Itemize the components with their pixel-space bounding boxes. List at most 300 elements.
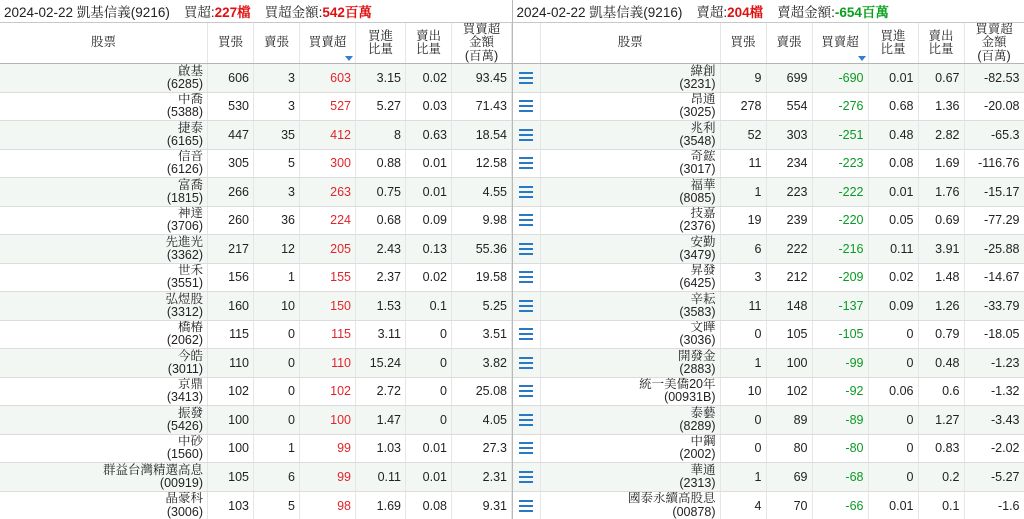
buy-lots: 19 [720, 206, 766, 235]
buy-ratio: 2.37 [356, 263, 406, 292]
stock-name-cell[interactable]: 振發 (5426) [0, 406, 208, 435]
buy-ratio: 15.24 [356, 349, 406, 378]
buy-lots: 160 [208, 292, 254, 321]
table-row[interactable] [0, 64, 512, 93]
table-row[interactable] [513, 320, 1024, 349]
net-amount: 25.08 [452, 377, 512, 406]
buy-ratio: 3.11 [356, 320, 406, 349]
buy-lots: 11 [720, 149, 766, 178]
col-net[interactable]: 買賣超 [812, 23, 868, 64]
col-buy-ratio[interactable]: 買進比量 [868, 23, 918, 64]
sell-ratio: 1.69 [918, 149, 964, 178]
net-amount: 3.82 [452, 349, 512, 378]
col-sell-lots[interactable]: 賣張 [254, 23, 300, 64]
list-icon[interactable] [519, 100, 533, 112]
buy-ratio: 1.47 [356, 406, 406, 435]
buy-lots: 110 [208, 349, 254, 378]
sell-lots: 0 [254, 349, 300, 378]
sell-ratio: 0.83 [918, 434, 964, 463]
buy-ratio: 0.11 [868, 235, 918, 264]
table-row[interactable] [513, 377, 1024, 406]
buy-lots: 9 [720, 64, 766, 93]
buy-table [0, 23, 512, 519]
net-amount: 71.43 [452, 92, 512, 121]
buy-lots: 260 [208, 206, 254, 235]
net-lots: 150 [300, 292, 356, 321]
buy-lots: 105 [208, 463, 254, 492]
stock-name-cell[interactable]: 福華 (8085) [541, 178, 721, 207]
list-icon[interactable] [519, 471, 533, 483]
sell-ratio: 0.02 [406, 263, 452, 292]
buy-lots: 1 [720, 178, 766, 207]
stock-name-cell[interactable]: 晶豪科 (3006) [0, 491, 208, 519]
buy-lots: 278 [720, 92, 766, 121]
sell-amount-label: 賣超金額: [777, 5, 835, 20]
col-buy-lots[interactable]: 買張 [208, 23, 254, 64]
sell-lots: 80 [766, 434, 812, 463]
table-row[interactable] [0, 178, 512, 207]
buy-lots: 217 [208, 235, 254, 264]
stock-name-cell[interactable]: 中喬 (5388) [0, 92, 208, 121]
sell-ratio: 1.48 [918, 263, 964, 292]
table-row[interactable] [513, 92, 1024, 121]
sell-ratio: 1.36 [918, 92, 964, 121]
stock-name-cell[interactable]: 弘煜股 (3312) [0, 292, 208, 321]
sell-lots: 1 [254, 263, 300, 292]
sell-amount-value: -654百萬 [834, 5, 889, 20]
buy-lots: 305 [208, 149, 254, 178]
col-net[interactable]: 買賣超 [300, 23, 356, 64]
sell-ratio: 0.08 [406, 491, 452, 519]
buy-ratio: 0 [868, 320, 918, 349]
net-lots: 99 [300, 434, 356, 463]
buy-lots: 156 [208, 263, 254, 292]
sell-ratio: 0.01 [406, 149, 452, 178]
sell-lots: 5 [254, 149, 300, 178]
sell-ratio: 0 [406, 377, 452, 406]
buy-count-value: 227檔 [214, 5, 251, 20]
buy-ratio: 0.01 [868, 491, 918, 519]
net-amount: 5.25 [452, 292, 512, 321]
table-row[interactable] [0, 92, 512, 121]
stock-name-cell[interactable]: 群益台灣精選高息 (00919) [0, 463, 208, 492]
sell-ratio: 0.13 [406, 235, 452, 264]
buy-lots: 100 [208, 406, 254, 435]
net-lots: -276 [812, 92, 868, 121]
sell-lots: 3 [254, 178, 300, 207]
stock-name-cell[interactable]: 中鋼 (2002) [541, 434, 721, 463]
stock-name-cell[interactable]: 緯創 (3231) [541, 64, 721, 93]
net-lots: 110 [300, 349, 356, 378]
buy-ratio: 1.03 [356, 434, 406, 463]
net-amount: 19.58 [452, 263, 512, 292]
sell-lots: 102 [766, 377, 812, 406]
net-lots: 155 [300, 263, 356, 292]
buy-ratio: 1.53 [356, 292, 406, 321]
net-amount: -25.88 [964, 235, 1024, 264]
stock-name-cell[interactable]: 橋椿 (2062) [0, 320, 208, 349]
list-icon[interactable] [519, 414, 533, 426]
buy-ratio: 0.08 [868, 149, 918, 178]
net-amount: -14.67 [964, 263, 1024, 292]
stock-name-cell[interactable]: 信音 (6126) [0, 149, 208, 178]
col-buy-ratio[interactable]: 買進比量 [356, 23, 406, 64]
buy-ratio: 0 [868, 406, 918, 435]
stock-name-cell[interactable]: 中砂 (1560) [0, 434, 208, 463]
buy-lots: 115 [208, 320, 254, 349]
row-menu-cell[interactable] [513, 64, 541, 93]
col-sell-lots[interactable]: 賣張 [766, 23, 812, 64]
table-row[interactable] [513, 406, 1024, 435]
sell-ratio: 0 [406, 349, 452, 378]
row-menu-cell[interactable] [513, 491, 541, 519]
table-row[interactable] [0, 235, 512, 264]
sell-lots: 239 [766, 206, 812, 235]
stock-name-cell[interactable]: 辛耘 (3583) [541, 292, 721, 321]
stock-name-cell[interactable]: 文曄 (3036) [541, 320, 721, 349]
sell-table [513, 23, 1024, 519]
list-icon[interactable] [519, 243, 533, 255]
col-stock[interactable]: 股票 [0, 23, 208, 64]
buy-lots: 447 [208, 121, 254, 150]
row-menu-cell[interactable] [513, 349, 541, 378]
stock-name-cell[interactable]: 統一美僑20年 (00931B) [541, 377, 721, 406]
net-amount: -1.23 [964, 349, 1024, 378]
net-amount: -3.43 [964, 406, 1024, 435]
sell-ratio: 0.48 [918, 349, 964, 378]
net-amount: -33.79 [964, 292, 1024, 321]
net-lots: -80 [812, 434, 868, 463]
list-icon[interactable] [519, 186, 533, 198]
row-menu-cell[interactable] [513, 263, 541, 292]
net-lots: 98 [300, 491, 356, 519]
buy-lots: 52 [720, 121, 766, 150]
buy-lots: 103 [208, 491, 254, 519]
sell-ratio: 1.27 [918, 406, 964, 435]
sell-lots: 234 [766, 149, 812, 178]
list-icon[interactable] [519, 300, 533, 312]
net-amount: -5.27 [964, 463, 1024, 492]
net-lots: -92 [812, 377, 868, 406]
row-menu-cell[interactable] [513, 406, 541, 435]
sell-ratio: 0.63 [406, 121, 452, 150]
table-row[interactable] [513, 121, 1024, 150]
list-icon[interactable] [519, 500, 533, 512]
sell-ratio: 0.01 [406, 463, 452, 492]
sell-lots: 223 [766, 178, 812, 207]
net-lots: -99 [812, 349, 868, 378]
sell-ratio: 0.01 [406, 178, 452, 207]
buy-lots: 102 [208, 377, 254, 406]
net-lots: 527 [300, 92, 356, 121]
stock-name-cell[interactable]: 今皓 (3011) [0, 349, 208, 378]
table-row[interactable] [0, 377, 512, 406]
buy-ratio: 0.09 [868, 292, 918, 321]
net-lots: 205 [300, 235, 356, 264]
buy-panel-header [0, 0, 512, 23]
row-menu-cell[interactable] [513, 121, 541, 150]
list-icon[interactable] [519, 328, 533, 340]
buy-lots: 266 [208, 178, 254, 207]
buy-ratio: 0.68 [868, 92, 918, 121]
table-row[interactable] [0, 320, 512, 349]
net-amount: -65.3 [964, 121, 1024, 150]
table-row[interactable] [513, 491, 1024, 519]
net-amount: 4.55 [452, 178, 512, 207]
sell-lots: 89 [766, 406, 812, 435]
net-lots: 224 [300, 206, 356, 235]
buy-lots: 10 [720, 377, 766, 406]
sell-ratio: 0.03 [406, 92, 452, 121]
buy-ratio: 8 [356, 121, 406, 150]
col-buy-lots[interactable]: 買張 [720, 23, 766, 64]
stock-name-cell[interactable]: 先進光 (3362) [0, 235, 208, 264]
sell-ratio: 0.09 [406, 206, 452, 235]
row-menu-cell[interactable] [513, 463, 541, 492]
row-menu-cell[interactable] [513, 178, 541, 207]
buy-ratio: 0 [868, 349, 918, 378]
net-amount: 12.58 [452, 149, 512, 178]
net-lots: -223 [812, 149, 868, 178]
net-amount: 2.31 [452, 463, 512, 492]
table-row[interactable] [0, 406, 512, 435]
net-lots: -209 [812, 263, 868, 292]
net-lots: -690 [812, 64, 868, 93]
sell-lots: 212 [766, 263, 812, 292]
sell-lots: 35 [254, 121, 300, 150]
buy-lots: 0 [720, 406, 766, 435]
net-amount: 93.45 [452, 64, 512, 93]
sell-header-date: 2024-02-22 凱基信義(9216) [516, 5, 683, 20]
stock-name-cell[interactable]: 奇鋐 (3017) [541, 149, 721, 178]
buy-ratio: 0.48 [868, 121, 918, 150]
sort-desc-icon [858, 56, 866, 61]
table-row[interactable] [0, 263, 512, 292]
buy-ratio: 2.43 [356, 235, 406, 264]
buy-ratio: 0.05 [868, 206, 918, 235]
sell-lots: 3 [254, 64, 300, 93]
stock-name-cell[interactable]: 捷泰 (6165) [0, 121, 208, 150]
stock-name-cell[interactable]: 安勤 (3479) [541, 235, 721, 264]
sell-lots: 0 [254, 320, 300, 349]
sell-lots: 148 [766, 292, 812, 321]
buy-header-date: 2024-02-22 凱基信義(9216) [4, 5, 170, 20]
buy-ratio: 0.68 [356, 206, 406, 235]
table-row[interactable] [0, 206, 512, 235]
net-amount: 27.3 [452, 434, 512, 463]
buy-ratio: 0.06 [868, 377, 918, 406]
list-icon[interactable] [519, 442, 533, 454]
sell-lots: 0 [254, 377, 300, 406]
stock-name-cell[interactable]: 兆利 (3548) [541, 121, 721, 150]
table-row[interactable] [0, 292, 512, 321]
sell-ratio: 0.01 [406, 434, 452, 463]
stock-name-cell[interactable]: 京鼎 (3413) [0, 377, 208, 406]
list-icon[interactable] [519, 271, 533, 283]
net-amount: 9.98 [452, 206, 512, 235]
table-row[interactable] [513, 235, 1024, 264]
buy-lots: 1 [720, 349, 766, 378]
buy-amount-label: 買超金額: [264, 5, 323, 20]
sell-lots: 105 [766, 320, 812, 349]
net-lots: 99 [300, 463, 356, 492]
col-sell-ratio[interactable]: 賣出比量 [918, 23, 964, 64]
net-amount: -1.32 [964, 377, 1024, 406]
sell-lots: 36 [254, 206, 300, 235]
buy-lots: 3 [720, 263, 766, 292]
buy-ratio: 0.02 [868, 263, 918, 292]
net-lots: 412 [300, 121, 356, 150]
table-row[interactable] [0, 463, 512, 492]
row-menu-cell[interactable] [513, 149, 541, 178]
list-icon[interactable] [519, 385, 533, 397]
table-row[interactable] [513, 292, 1024, 321]
net-amount: 9.31 [452, 491, 512, 519]
row-menu-cell[interactable] [513, 235, 541, 264]
sell-lots: 0 [254, 406, 300, 435]
net-amount: -77.29 [964, 206, 1024, 235]
sell-ratio: 0.6 [918, 377, 964, 406]
buy-ratio: 0.75 [356, 178, 406, 207]
buy-table-header-row [0, 23, 512, 64]
sell-count-value: 204檔 [727, 5, 764, 20]
sell-lots: 10 [254, 292, 300, 321]
sell-count-label: 賣超: [696, 5, 728, 20]
net-lots: 603 [300, 64, 356, 93]
table-row[interactable] [0, 349, 512, 378]
sell-lots: 6 [254, 463, 300, 492]
row-menu-cell[interactable] [513, 377, 541, 406]
net-lots: 102 [300, 377, 356, 406]
col-sell-ratio[interactable]: 賣出比量 [406, 23, 452, 64]
sell-lots: 222 [766, 235, 812, 264]
table-row[interactable] [513, 434, 1024, 463]
net-amount: -2.02 [964, 434, 1024, 463]
buy-ratio: 0.88 [356, 149, 406, 178]
net-amount: -1.6 [964, 491, 1024, 519]
row-menu-cell[interactable] [513, 434, 541, 463]
net-lots: -220 [812, 206, 868, 235]
row-menu-cell[interactable] [513, 206, 541, 235]
net-amount: 18.54 [452, 121, 512, 150]
stock-name-cell[interactable]: 啟基 (6285) [0, 64, 208, 93]
sell-ratio: 0.69 [918, 206, 964, 235]
buy-lots: 4 [720, 491, 766, 519]
sell-ratio: 0.1 [918, 491, 964, 519]
buy-table-body [0, 64, 512, 519]
buy-lots: 1 [720, 463, 766, 492]
table-row[interactable] [513, 206, 1024, 235]
sell-lots: 3 [254, 92, 300, 121]
table-row[interactable] [513, 178, 1024, 207]
sell-ratio: 0.2 [918, 463, 964, 492]
table-row[interactable] [513, 64, 1024, 93]
list-icon[interactable] [519, 357, 533, 369]
col-net-amount[interactable]: 買賣超金額(百萬) [964, 23, 1024, 64]
buy-ratio: 0.01 [868, 64, 918, 93]
buy-ratio: 2.72 [356, 377, 406, 406]
net-amount: -82.53 [964, 64, 1024, 93]
buy-lots: 11 [720, 292, 766, 321]
net-lots: -66 [812, 491, 868, 519]
list-icon[interactable] [519, 72, 533, 84]
stock-name-cell[interactable]: 富喬 (1815) [0, 178, 208, 207]
table-row[interactable] [0, 491, 512, 519]
buy-count-label: 買超: [183, 5, 215, 20]
col-stock[interactable]: 股票 [541, 23, 721, 64]
net-lots: -68 [812, 463, 868, 492]
buy-ratio: 3.15 [356, 64, 406, 93]
net-lots: -137 [812, 292, 868, 321]
table-row[interactable] [513, 349, 1024, 378]
row-menu-cell[interactable] [513, 320, 541, 349]
list-icon[interactable] [519, 214, 533, 226]
net-amount: 3.51 [452, 320, 512, 349]
sell-lots: 554 [766, 92, 812, 121]
net-lots: -216 [812, 235, 868, 264]
sell-ratio: 3.91 [918, 235, 964, 264]
table-row[interactable] [0, 149, 512, 178]
stock-name-cell[interactable]: 國泰永續高股息 (00878) [541, 491, 721, 519]
table-row[interactable] [513, 149, 1024, 178]
buy-ratio: 5.27 [356, 92, 406, 121]
sell-table-header-row [513, 23, 1024, 64]
col-net-amount[interactable]: 買賣超金額(百萬) [452, 23, 512, 64]
sell-ratio: 0.1 [406, 292, 452, 321]
sell-panel [513, 0, 1024, 519]
buy-amount-value: 542百萬 [322, 5, 372, 20]
row-menu-cell[interactable] [513, 92, 541, 121]
sell-lots: 70 [766, 491, 812, 519]
row-menu-cell[interactable] [513, 292, 541, 321]
sell-ratio: 0.67 [918, 64, 964, 93]
table-row[interactable] [0, 121, 512, 150]
sell-table-body [513, 64, 1024, 519]
stock-name-cell[interactable]: 昂通 (3025) [541, 92, 721, 121]
net-lots: -89 [812, 406, 868, 435]
net-lots: 300 [300, 149, 356, 178]
buy-lots: 0 [720, 434, 766, 463]
stock-name-cell[interactable]: 開發金 (2883) [541, 349, 721, 378]
sell-ratio: 1.26 [918, 292, 964, 321]
buy-ratio: 0 [868, 434, 918, 463]
table-row[interactable] [513, 263, 1024, 292]
list-icon[interactable] [519, 157, 533, 169]
buy-lots: 606 [208, 64, 254, 93]
stock-name-cell[interactable]: 昇發 (6425) [541, 263, 721, 292]
stock-name-cell[interactable]: 泰藝 (8289) [541, 406, 721, 435]
net-amount: -18.05 [964, 320, 1024, 349]
stock-name-cell[interactable]: 華通 (2313) [541, 463, 721, 492]
table-row[interactable] [513, 463, 1024, 492]
buy-lots: 100 [208, 434, 254, 463]
table-row[interactable] [0, 434, 512, 463]
stock-name-cell[interactable]: 世禾 (3551) [0, 263, 208, 292]
stock-name-cell[interactable]: 技嘉 (2376) [541, 206, 721, 235]
net-lots: -251 [812, 121, 868, 150]
sell-ratio: 0.79 [918, 320, 964, 349]
net-amount: -116.76 [964, 149, 1024, 178]
net-lots: 100 [300, 406, 356, 435]
net-amount: -20.08 [964, 92, 1024, 121]
buy-lots: 0 [720, 320, 766, 349]
stock-name-cell[interactable]: 神達 (3706) [0, 206, 208, 235]
buy-lots: 530 [208, 92, 254, 121]
sell-lots: 699 [766, 64, 812, 93]
col-menu [513, 23, 541, 64]
net-lots: -105 [812, 320, 868, 349]
list-icon[interactable] [519, 129, 533, 141]
